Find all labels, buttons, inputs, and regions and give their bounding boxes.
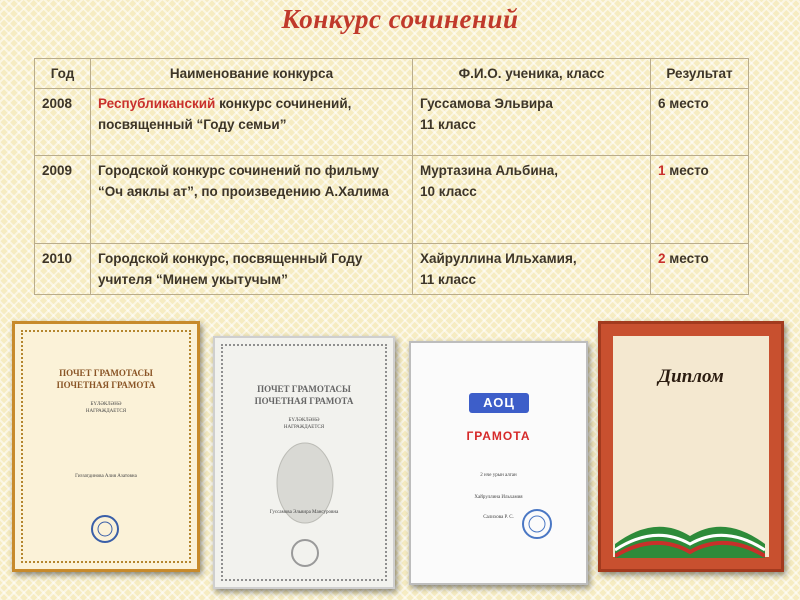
student-class: 10 класс bbox=[420, 184, 477, 199]
cell-result bbox=[651, 244, 749, 295]
diploma-heading: Диплом bbox=[658, 366, 724, 387]
certificate-heading-russian: ПОЧЕТНАЯ ГРАМОТА bbox=[254, 396, 354, 406]
certificate-place: 2 нче урын алган bbox=[480, 473, 517, 478]
contest-highlight: Республиканский bbox=[98, 96, 216, 111]
certificate-heading-tatar: ПОЧЕТ ГРАМОТАСЫ bbox=[257, 384, 351, 394]
header-contest: Наименование конкурса bbox=[91, 59, 413, 89]
certificate-heading-tatar: ПОЧЕТ ГРАМОТАСЫ bbox=[59, 368, 153, 378]
cell-contest bbox=[91, 244, 413, 295]
table-row bbox=[35, 156, 749, 244]
header-year: Год bbox=[35, 59, 91, 89]
student-name: Гуссамова Эльвира bbox=[420, 96, 553, 111]
contest-text: Городской конкурс сочинений по фильму “Оч аяклы ат”, по произведению А.Халима bbox=[98, 163, 389, 199]
certificate-awarded-russian: НАГРАЖДАЕТСЯ bbox=[85, 409, 127, 414]
cell-contest bbox=[91, 156, 413, 244]
page-title: Конкурс сочинений bbox=[281, 4, 519, 34]
cell-student bbox=[413, 89, 651, 156]
certificate-recipient: Гуссамова Эльвира Мансуровна bbox=[269, 510, 339, 515]
flag-ribbon-icon bbox=[615, 514, 765, 558]
certificate-awarded-tatar: БҮЛӘКЛӘНӘ bbox=[288, 418, 320, 423]
result-highlight: 1 bbox=[658, 163, 666, 178]
certificate-recipient: Хайруллина Ильхамия bbox=[474, 495, 523, 500]
certificate-image-1 bbox=[12, 321, 200, 572]
certificate-heading: ГРАМОТА bbox=[466, 429, 531, 443]
cell-result bbox=[651, 89, 749, 156]
certificate-image-4 bbox=[598, 321, 784, 572]
contest-text: конкурс сочинений, посвященный “Году семьи” bbox=[98, 96, 352, 132]
result-highlight: 2 bbox=[658, 251, 666, 266]
cell-year: 2009 bbox=[35, 156, 91, 244]
cell-student bbox=[413, 244, 651, 295]
seal-icon bbox=[521, 508, 553, 540]
cell-result bbox=[651, 156, 749, 244]
result-text: место bbox=[665, 251, 709, 266]
cell-contest bbox=[91, 89, 413, 156]
certificate-signer: Салихова Р. С. bbox=[483, 515, 514, 520]
certificate-image-3 bbox=[409, 341, 588, 585]
certificate-recipient: Гиззатдинова Алия Азатовна bbox=[75, 474, 137, 479]
table-row bbox=[35, 244, 749, 295]
certificate-image-2 bbox=[213, 336, 395, 589]
result-text: место bbox=[665, 163, 709, 178]
seal-icon bbox=[290, 538, 320, 568]
table-row bbox=[35, 89, 749, 156]
student-name: Муртазина Альбина, bbox=[420, 163, 559, 178]
header-result: Результат bbox=[651, 59, 749, 89]
cell-year: 2008 bbox=[35, 89, 91, 156]
header-student: Ф.И.О. ученика, класс bbox=[413, 59, 651, 89]
contest-text: Городской конкурс, посвященный Году учителя “Минем укытучым” bbox=[98, 251, 363, 287]
cell-year: 2010 bbox=[35, 244, 91, 295]
certificate-awarded-russian: НАГРАЖДАЕТСЯ bbox=[283, 425, 325, 430]
logo-icon: АОЦ bbox=[469, 393, 529, 413]
table-header-row bbox=[35, 59, 749, 89]
student-class: 11 класс bbox=[420, 272, 477, 287]
result-text: 6 место bbox=[658, 96, 709, 111]
seal-icon bbox=[90, 514, 120, 544]
certificate-heading-russian: ПОЧЕТНАЯ ГРАМОТА bbox=[56, 380, 156, 390]
cell-student bbox=[413, 156, 651, 244]
contest-table bbox=[34, 58, 749, 295]
student-name: Хайруллина Ильхамия, bbox=[420, 251, 577, 266]
certificate-awarded-tatar: БҮЛӘКЛӘНӘ bbox=[90, 402, 122, 407]
student-class: 11 класс bbox=[420, 117, 477, 132]
